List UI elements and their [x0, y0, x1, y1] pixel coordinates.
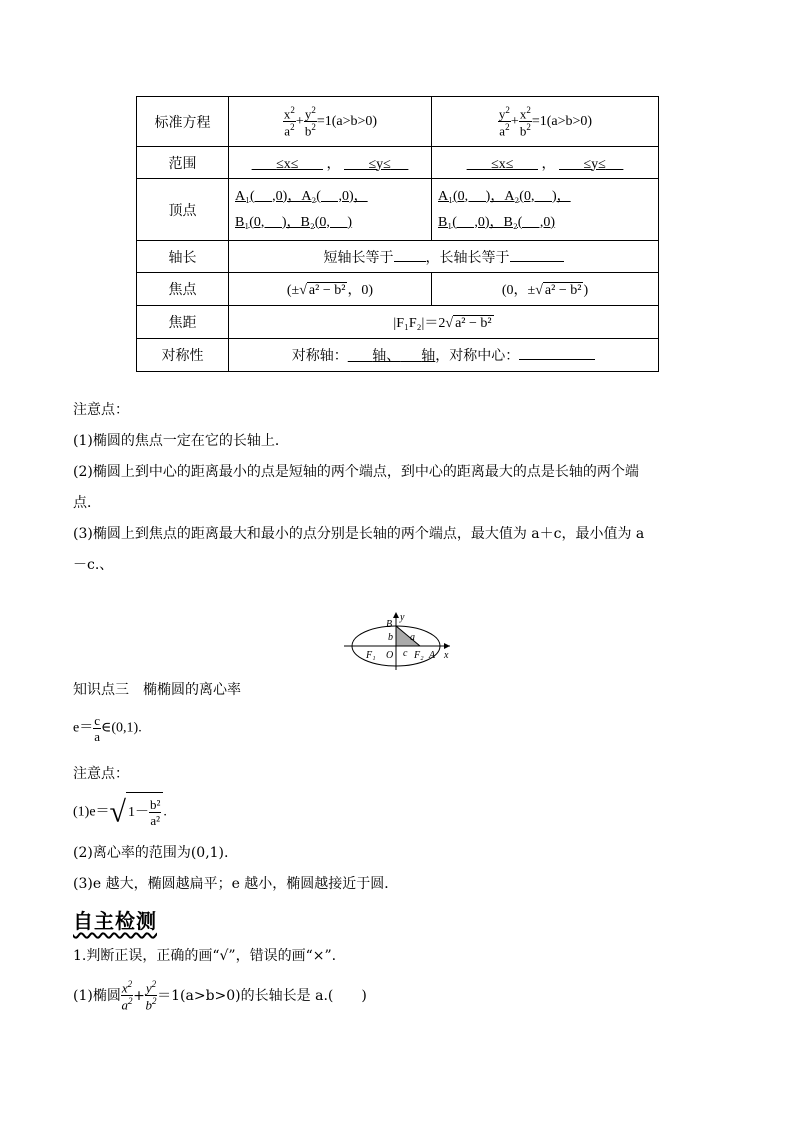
eccentricity-formula: e＝ $\frac{c}{a}$ ∈(0,1). — [73, 713, 142, 744]
range-x-blank: ≤x≤ — [276, 156, 299, 172]
label-x: x — [444, 650, 449, 661]
ellipse-properties-table — [136, 96, 659, 372]
range-x-blank: ≤x≤ — [491, 156, 514, 172]
equation-y-major: $\frac{y^2}{a^2}$ + $\frac{x^2}{b^2}$ =1(a>b>0) — [432, 97, 659, 147]
ellipse-diagram — [340, 610, 460, 672]
notes2-title: 注意点： — [73, 766, 129, 782]
label-a: a — [410, 632, 415, 643]
note-1: (1)椭圆的焦点一定在它的长轴上． — [73, 433, 289, 449]
focus-y-major: (0，±√ a² − b² ) — [432, 273, 659, 306]
note-3-line-2: －c.、 — [73, 557, 114, 573]
axis-length-cell: 短轴长等于 ，长轴长等于 — [229, 241, 659, 273]
label-B: B — [386, 619, 393, 630]
note2-1: (1)e＝√ 1－ $\frac{\text{b²}}{\text{a²}}$ . — [73, 792, 167, 833]
table-row-vertex — [137, 179, 659, 241]
equation-rhs: =1(a>b>0) — [531, 113, 593, 129]
table-row-axis-length — [137, 241, 659, 273]
row-label: 范围 — [137, 147, 229, 179]
table-row-symmetry — [137, 339, 659, 372]
label-y: y — [400, 612, 405, 623]
range-x-major: ≤x≤ ， ≤y≤ — [229, 147, 432, 179]
note-2-line-2: 点． — [73, 495, 101, 511]
label-F2: F₂ — [414, 650, 424, 661]
self-check-heading: 自主检测 — [73, 909, 157, 933]
question-1-1: (1)椭圆 $\frac{x^2}{a^2}$ + $\frac{y^2}{b^2}$ ＝1(a>b>0)的长轴长是 a.( ) — [73, 979, 367, 1013]
vertex-y-major: A₁(0, )，A₂(0, )， B₁( ,0)，B₂( ,0) — [432, 179, 659, 241]
table-row-focal-distance — [137, 306, 659, 339]
note2-2: (2)离心率的范围为(0,1). — [73, 845, 229, 861]
section-3-title: 知识点三 椭椭圆的离心率 — [73, 682, 241, 698]
question-1: 1.判断正误，正确的画“√”，错误的画“×”. — [73, 948, 337, 964]
row-label: 顶点 — [137, 179, 229, 241]
range-y-blank: ≤y≤ — [368, 156, 391, 172]
row-label: 焦点 — [137, 273, 229, 306]
table-row-focus — [137, 273, 659, 306]
symmetry-cell: 对称轴： 轴、 轴，对称中心： — [229, 339, 659, 372]
notes-title: 注意点： — [73, 402, 129, 418]
table-row-standard-equation — [137, 97, 659, 147]
table-row-range — [137, 147, 659, 179]
y-axis-arrow — [393, 612, 399, 618]
note-3-line-1: (3)椭圆上到焦点的距离最大和最小的点分别是长轴的两个端点，最大值为 a＋c，最小值为 a — [73, 526, 645, 542]
row-label: 轴长 — [137, 241, 229, 273]
row-label: 对称性 — [137, 339, 229, 372]
range-y-major: ≤x≤ ， ≤y≤ — [432, 147, 659, 179]
vertex-x-major: A₁( ,0)，A₂( ,0)， B₁(0, )，B₂(0, ) — [229, 179, 432, 241]
x-axis-arrow — [444, 643, 450, 649]
row-label: 标准方程 — [137, 97, 229, 147]
shaded-triangle — [396, 626, 420, 646]
equation-rhs: =1(a>b>0) — [316, 113, 378, 129]
focus-x-major: (±√ a² − b² ，0) — [229, 273, 432, 306]
note2-3: (3)e 越大，椭圆越扁平；e 越小，椭圆越接近于圆． — [73, 876, 399, 892]
label-c: c — [403, 648, 408, 659]
range-y-blank: ≤y≤ — [583, 156, 606, 172]
note-2-line-1: (2)椭圆上到中心的距离最小的点是短轴的两个端点，到中心的距离最大的点是长轴的两个端 — [73, 464, 639, 480]
row-label: 焦距 — [137, 306, 229, 339]
equation-x-major: $\frac{x^2}{a^2}$ + $\frac{y^2}{b^2}$ =1(a>b>0) — [229, 97, 432, 147]
label-A: A — [429, 650, 436, 661]
focal-distance-cell: |F₁F₂|＝2√ a² − b² — [229, 306, 659, 339]
label-b: b — [388, 632, 393, 643]
label-F1: F₁ — [366, 650, 376, 661]
label-O: O — [386, 650, 394, 661]
